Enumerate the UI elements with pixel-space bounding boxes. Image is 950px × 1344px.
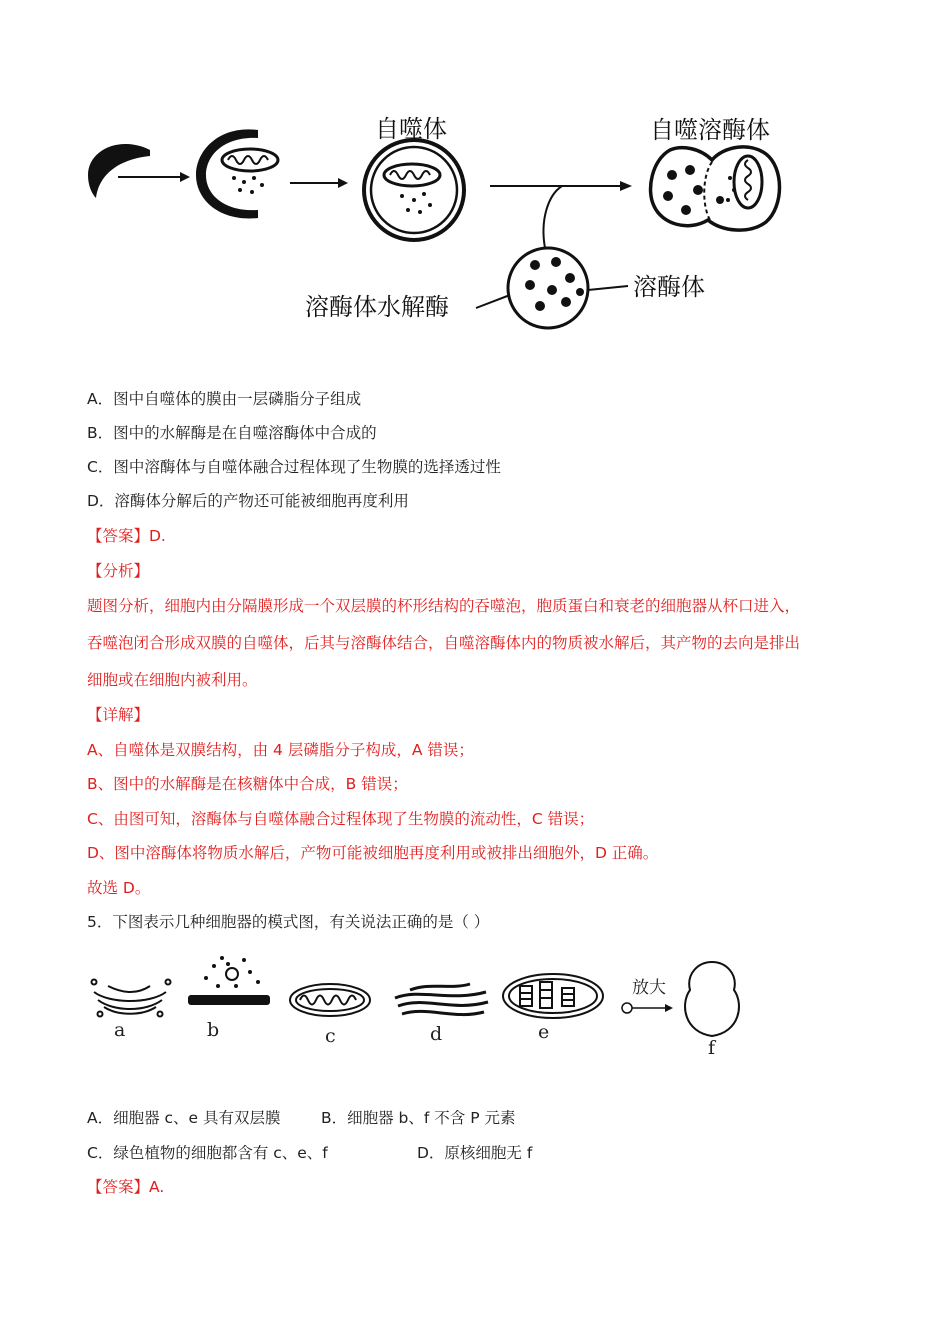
q4-option-d: D．溶酶体分解后的产物还可能被细胞再度利用: [87, 492, 409, 510]
label-e: e: [538, 1021, 550, 1043]
isolation-membrane: [88, 144, 150, 198]
detail-line-4: D、图中溶酶体将物质水解后，产物可能被细胞再度利用或被排出细胞外，D 正确。: [87, 844, 659, 862]
organelle-d-er: [395, 984, 488, 1015]
detail-line-5: 故选 D。: [87, 879, 151, 897]
label-a: a: [114, 1019, 126, 1041]
label-autophagosome: 自噬体: [375, 115, 447, 143]
q4-option-a: A．图中自噬体的膜由一层磷脂分子组成: [87, 390, 362, 408]
analysis-line-2: 吞噬泡闭合形成双膜的自噬体，后其与溶酶体结合，自噬溶酶体内的物质被水解后，其产物的去向是排出: [87, 634, 801, 652]
q5-answer: 【答案】A.: [87, 1178, 165, 1196]
q4-analysis-label: 【分析】: [87, 562, 150, 580]
label-enlarge: 放大: [632, 978, 666, 998]
autophagy-diagram: [0, 0, 950, 340]
q5-option-b: B．细胞器 b、f 不含 P 元素: [321, 1109, 516, 1127]
organelle-b: [188, 956, 270, 1005]
organelle-f: [685, 962, 739, 1036]
label-c: c: [325, 1025, 336, 1047]
analysis-line-1: 题图分析，细胞内由分隔膜形成一个双层膜的杯形结构的吞噬泡，胞质蛋白和衰老的细胞器从杯口进入，: [87, 597, 801, 615]
label-autolysosome: 自噬溶酶体: [650, 116, 770, 144]
analysis-line-3: 细胞或在细胞内被利用。: [87, 671, 258, 689]
organelle-c-mitochondrion: [290, 984, 370, 1016]
autophagosome: [364, 140, 464, 240]
label-lysosome: 溶酶体: [633, 273, 705, 301]
organelle-e-chloroplast: [503, 974, 603, 1018]
q4-option-b: B．图中的水解酶是在自噬溶酶体中合成的: [87, 424, 377, 442]
q5-option-d: D．原核细胞无 f: [417, 1144, 533, 1162]
detail-line-2: B、图中的水解酶是在核糖体中合成，B 错误；: [87, 775, 408, 793]
label-hydrolase: 溶酶体水解酶: [305, 293, 449, 321]
detail-line-3: C、由图可知，溶酶体与自噬体融合过程体现了生物膜的流动性，C 错误；: [87, 810, 595, 828]
q4-answer: 【答案】D.: [87, 527, 166, 545]
q4-detail-label: 【详解】: [87, 706, 150, 724]
organelle-a-golgi: [92, 980, 171, 1017]
q5-option-c: C．绿色植物的细胞都含有 c、e、f: [87, 1144, 328, 1162]
q4-option-c: C．图中溶酶体与自噬体融合过程体现了生物膜的选择透过性: [87, 458, 501, 476]
label-b: b: [207, 1019, 220, 1041]
label-d: d: [430, 1023, 443, 1045]
label-f: f: [708, 1037, 716, 1059]
phagophore-cup: [196, 129, 258, 218]
q5-stem: 5．下图表示几种细胞器的模式图，有关说法正确的是（ ）: [87, 913, 490, 931]
detail-line-1: A、自噬体是双膜结构，由 4 层磷脂分子构成，A 错误；: [87, 741, 474, 759]
autolysosome: [651, 147, 780, 230]
q5-option-a: A．细胞器 c、e 具有双层膜: [87, 1109, 281, 1127]
